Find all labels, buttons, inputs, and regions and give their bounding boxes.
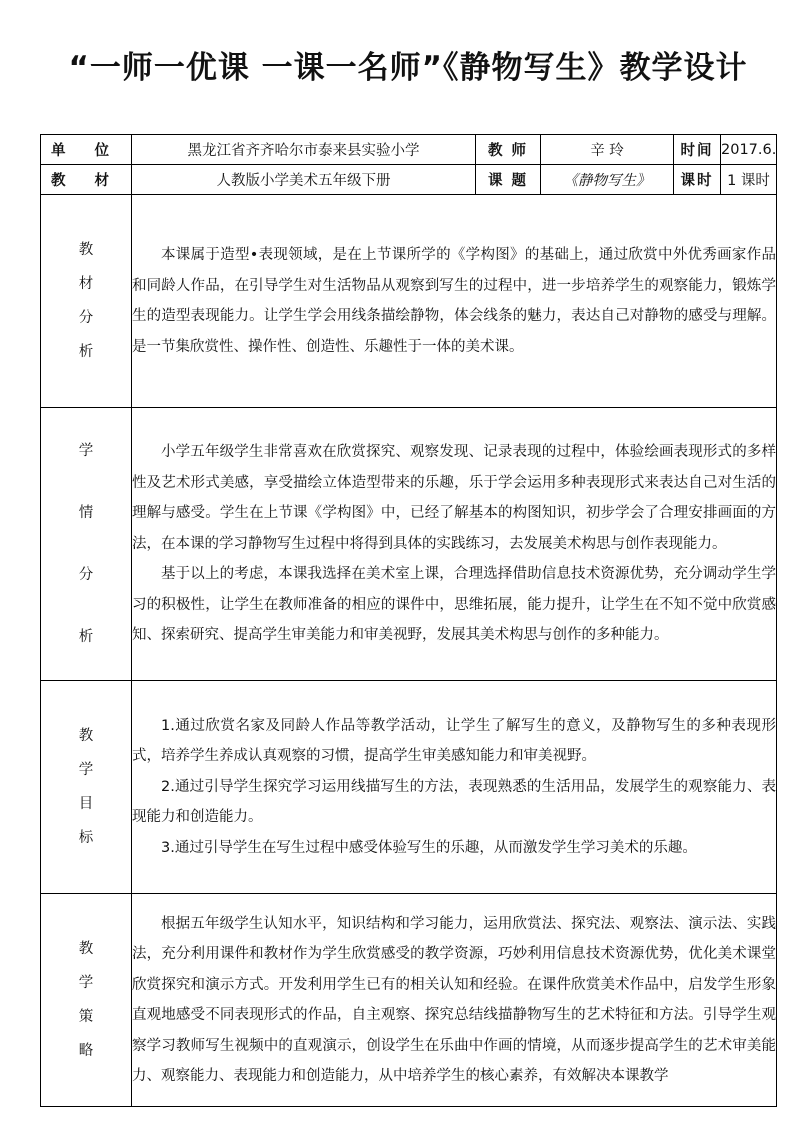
hours-value: 1 课时: [721, 165, 777, 195]
label-char: 学: [78, 975, 94, 991]
label-char: 材: [78, 276, 94, 292]
unit-label: 单 位: [41, 135, 132, 165]
section-label: [41, 681, 132, 894]
paragraph: 1.通过欣赏名家及同龄人作品等教学活动，让学生了解写生的意义，及静物写生的多种表现形式，培养学生养成认真观察的习惯，提高学生审美感知能力和审美视野。: [132, 717, 776, 765]
section-textbook-analysis: [41, 195, 777, 408]
info-row-2: [41, 165, 777, 195]
label-char: 略: [78, 1043, 94, 1059]
section-label: [41, 408, 132, 681]
section-content: [132, 681, 777, 894]
section-content: [132, 195, 777, 408]
topic-label: 课 题: [476, 165, 541, 195]
label-char: 教: [78, 242, 94, 258]
label-char: 学: [78, 762, 94, 778]
topic-value: 《静物写生》: [541, 165, 674, 195]
time-value: 2017.6.: [721, 135, 777, 165]
paragraph: 本课属于造型•表现领域，是在上节课所学的《学构图》的基础上，通过欣赏中外优秀画家作品和同龄人作品，在引导学生对生活物品从观察到写生的过程中，进一步培养学生的观察能力，锻炼学生的造型表现能力。让学生学会用线条描绘静物，体会线条的魅力，表达自己对静物的感受与理解。是一节集欣赏性、操作性、创造性、乐趣性于一体的美术课。: [132, 247, 776, 355]
section-label: [41, 195, 132, 408]
time-label: 时间: [674, 135, 721, 165]
label-char: 析: [78, 629, 94, 645]
label-char: 教: [78, 728, 94, 744]
label-char: 策: [78, 1009, 94, 1025]
section-teaching-strategy: [41, 894, 777, 1107]
textbook-value: 人教版小学美术五年级下册: [132, 165, 476, 195]
paragraph: 基于以上的考虑，本课我选择在美术室上课，合理选择借助信息技术资源优势，充分调动学生学习的积极性，让学生在教师准备的相应的课件中，思维拓展，能力提升，让学生在不知不觉中欣赏感知、探索研究、提高学生审美能力和审美视野，发展其美术构思与创作的多种能力。: [132, 566, 776, 644]
teacher-label: 教 师: [476, 135, 541, 165]
paragraph: 2.通过引导学生探究学习运用线描写生的方法，表现熟悉的生活用品，发展学生的观察能力、表现能力和创造能力。: [132, 778, 776, 826]
label-char: 学: [78, 443, 94, 459]
paragraph: 根据五年级学生认知水平，知识结构和学习能力，运用欣赏法、探究法、观察法、演示法、实践法，充分利用课件和教材作为学生欣赏感受的教学资源，巧妙利用信息技术资源优势，优化美术课堂欣赏探究和演示方式。开发利用学生已有的相关认知和经验。在课件欣赏美术作品中，启发学生形象直观地感受不同表现形式的作品，自主观察、探究总结线描静物写生的艺术特征和方法。引导学生观察学习教师写生视频中的直观演示，创设学生在乐曲中作画的情境，从而逐步提高学生的艺术审美能力、观察能力、表现能力和创造能力，从中培养学生的核心素养，有效解决本课教学: [132, 915, 776, 1084]
lesson-plan-table: [40, 134, 777, 1107]
label-char: 教: [78, 941, 94, 957]
label-char: 情: [78, 505, 94, 521]
label-char: 分: [78, 567, 94, 583]
hours-label: 课时: [674, 165, 721, 195]
page-title: “一师一优课 一课一名师”《静物写生》教学设计: [68, 50, 748, 86]
paragraph: 小学五年级学生非常喜欢在欣赏探究、观察发现、记录表现的过程中，体验绘画表现形式的多样性及艺术形式美感，享受描绘立体造型带来的乐趣，乐于学会运用多种表现形式来表达自己对生活的理解与感受。学生在上节课《学构图》中，已经了解基本的构图知识，初步学会了合理安排画面的方法，在本课的学习静物写生过程中将得到具体的实践练习，去发展美术构思与创作表现能力。: [132, 444, 776, 552]
label-char: 析: [78, 344, 94, 360]
label-char: 目: [78, 796, 94, 812]
teacher-value: 辛 玲: [541, 135, 674, 165]
section-content: [132, 894, 777, 1107]
section-content: [132, 408, 777, 681]
unit-value: 黑龙江省齐齐哈尔市泰来县实验小学: [132, 135, 476, 165]
section-teaching-goals: [41, 681, 777, 894]
info-row-1: [41, 135, 777, 165]
label-char: 分: [78, 310, 94, 326]
paragraph: 3.通过引导学生在写生过程中感受体验写生的乐趣，从而激发学生学习美术的乐趣。: [161, 839, 697, 856]
section-student-analysis: [41, 408, 777, 681]
label-char: 标: [78, 830, 94, 846]
textbook-label: 教 材: [41, 165, 132, 195]
section-label: [41, 894, 132, 1107]
